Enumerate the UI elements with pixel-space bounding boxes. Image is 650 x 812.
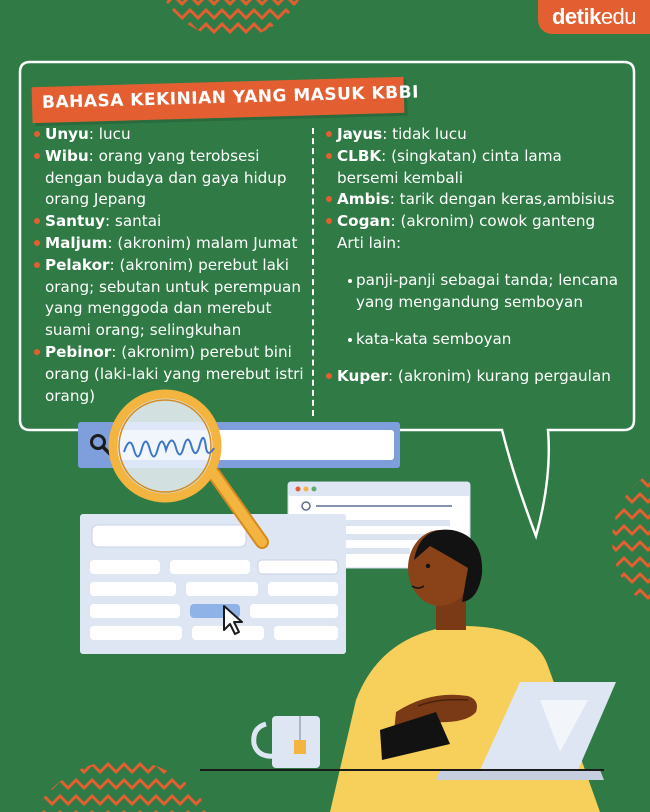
definition: : (singkatan) cinta lama bersemi kembali (337, 146, 562, 187)
cogan-extra-label: Arti lain: (337, 233, 402, 252)
term: Wibu (45, 146, 89, 165)
definition: : (akronim) cowok ganteng (390, 212, 596, 231)
definition: : (akronim) perebut laki orang; sebutan untuk perempuan yang menggoda dan merebut suami orang; selingkuhan (45, 255, 301, 340)
term: Santuy (45, 212, 105, 231)
definition: : (akronim) malam Jumat (107, 233, 298, 252)
term: CLBK (337, 146, 382, 165)
term: Cogan (337, 212, 391, 231)
definition: : santai (104, 212, 162, 231)
term: Unyu (45, 125, 89, 143)
brand-part1: detik (551, 4, 601, 29)
form-window-illustration (80, 514, 346, 654)
definition: : lucu (88, 125, 131, 143)
cogan-extra-text: panji-panji sebagai tanda; lencana yang mengandung semboyan (356, 270, 619, 311)
definition: : (akronim) perebut bini orang (laki-laki yang merebut istri orang) (45, 342, 304, 405)
term: Pebinor (45, 342, 112, 361)
term: Jayus (337, 125, 383, 143)
definition: : tarik dengan keras,ambisius (389, 190, 615, 209)
definition: : orang yang terobsesi dengan budaya dan gaya hidup orang Jepang (45, 146, 287, 209)
term: Pelakor (45, 255, 110, 274)
definition: : tidak lucu (382, 125, 467, 143)
term: Maljum (45, 233, 108, 252)
definition: : (akronim) kurang pergaulan (387, 366, 611, 385)
mug-icon (254, 716, 320, 768)
brand-part2: edu (600, 4, 637, 29)
page-title: BAHASA KEKINIAN YANG MASUK KBBI (41, 82, 420, 113)
cogan-extra-text: kata-kata semboyan (356, 329, 512, 348)
term: Kuper (337, 366, 388, 385)
term: Ambis (337, 190, 390, 209)
